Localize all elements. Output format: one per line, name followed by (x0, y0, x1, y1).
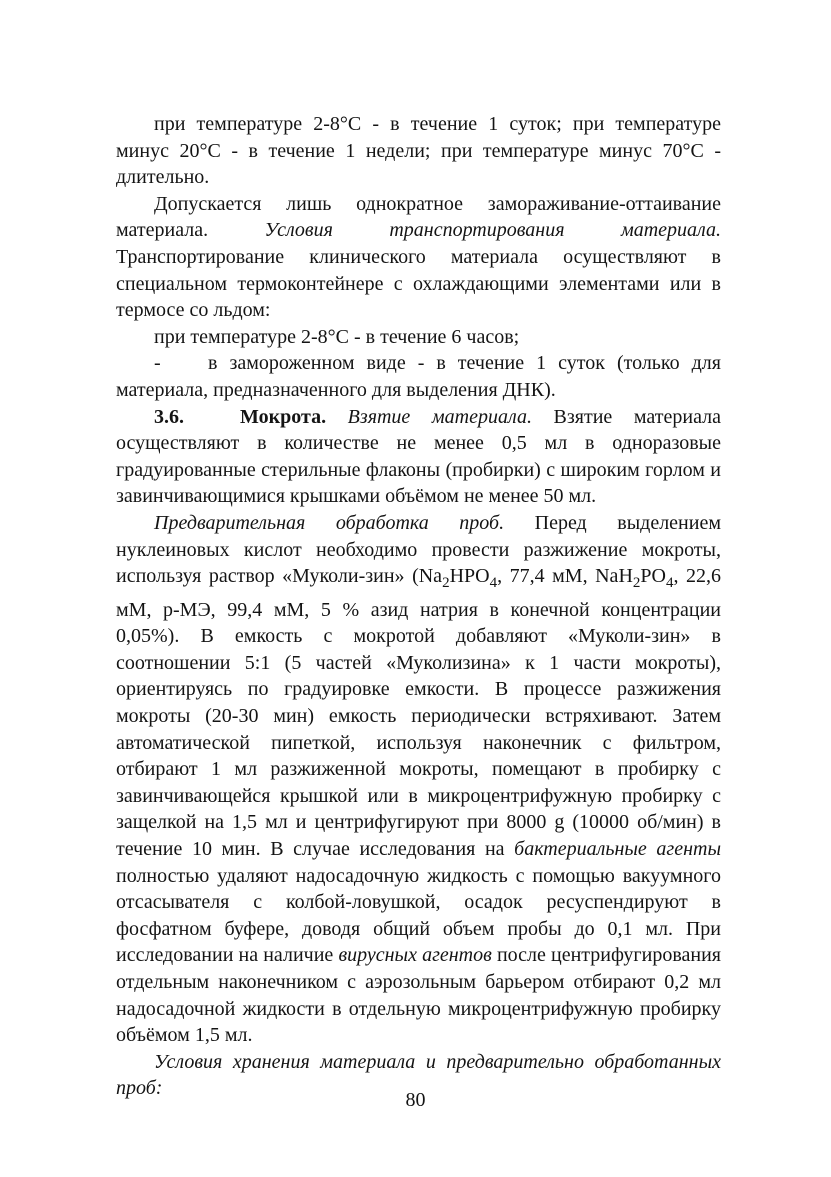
preprocessing-text-a: Перед выделением нуклеиновых кислот необходимо провести разжижение мокроты, используя раствор «Муколи-зин» (Na (116, 511, 721, 588)
preprocessing-text-d: PO (640, 565, 666, 588)
transport-conditions-heading: Условия транспортирования материала. (264, 219, 721, 242)
section-number: 3.6. (154, 405, 184, 428)
preprocessing-text-f: полностью удаляют надосадочную жидкость с помощью вакуумного отсасывателя с колбой-ловушкой, осадок ресуспендируют в фосфатном буфере, доводя общий объем пробы до 0,1 мл. При исследовании на наличие (116, 864, 721, 967)
document-text (116, 111, 721, 1102)
preprocessing-text-g: после центрифугирования отдельным наконечником с аэрозольным барьером отбирают 0,2 мл надосадочной жидкости в отдельную микроцентрифужную пробирку объёмом 1,5 мл. (116, 944, 721, 1047)
sampling-heading: Взятие материала. (347, 405, 532, 428)
storage-temperature-paragraph: при температуре 2-8°С - в течение 1 суток; при температуре минус 20°С - в течение 1 недели; при температуре минус 70°С - длительно. (116, 113, 721, 189)
frozen-transport-item (116, 350, 721, 403)
viral-agents-term: вирусных агентов (338, 944, 492, 967)
frozen-transport-text: в замороженном виде - в течение 1 суток (только для материала, предназначенного для выделения ДНК). (116, 352, 721, 401)
freeze-thaw-text: Допускается лишь однократное замораживание-оттаивание материала. (116, 192, 721, 242)
bacterial-agents-term: бактериальные агенты (514, 838, 721, 861)
sputum-section-paragraph (116, 404, 721, 510)
preprocessing-text-e: , 22,6 мМ, р-МЭ, 99,4 мМ, 5 % азид натрия в конечной концентрации 0,05%). В емкость с мокротой добавляют «Муколи-зин» в соотношении 5:1 (5 частей «Муколизина» к 1 части мокроты), ориентируясь по градуировке емкости. В процессе разжижения мокроты (20-30 мин) емкость периодически встряхивают. Затем автоматической пипеткой, используя наконечник с фильтром, отбирают 1 мл разжиженной мокроты, помещают в пробирку с завинчивающейся крышкой или в микроцентрифужную пробирку с защелкой на 1,5 мл и центрифугируют при 8000 g (10000 об/мин) в течение 10 мин. В случае исследования на (116, 565, 722, 861)
subscript: 4 (665, 575, 674, 592)
list-dash: - (154, 352, 161, 375)
section-title: Мокрота. (240, 405, 327, 428)
page-number: 80 (405, 1089, 426, 1111)
freeze-thaw-paragraph (116, 191, 721, 324)
transport-temperature-line: при температуре 2-8°С - в течение 6 часов; (154, 325, 520, 348)
subscript: 2 (632, 575, 641, 592)
subscript: 2 (442, 575, 450, 592)
storage-conditions-heading: Условия хранения материала и предварительно обработанных проб: (116, 1050, 721, 1100)
preprocessing-heading: Предварительная обработка проб. (154, 511, 505, 534)
preprocessing-paragraph (116, 510, 721, 1049)
transport-text: Транспортирование клинического материала осуществляют в специальном термоконтейнере с охлаждающими элементами или в термосе со льдом: (116, 245, 721, 322)
preprocessing-text-c: , 77,4 мМ, NaH (497, 565, 633, 588)
subscript: 4 (489, 575, 498, 592)
sampling-text: Взятие материала осуществляют в количестве не менее 0,5 мл в одноразовые градуированные стерильные флаконы (пробирки) с широким горлом и завинчивающимися крышками объёмом не менее 50 мл. (116, 405, 722, 508)
preprocessing-text-b: HPO (449, 565, 490, 588)
